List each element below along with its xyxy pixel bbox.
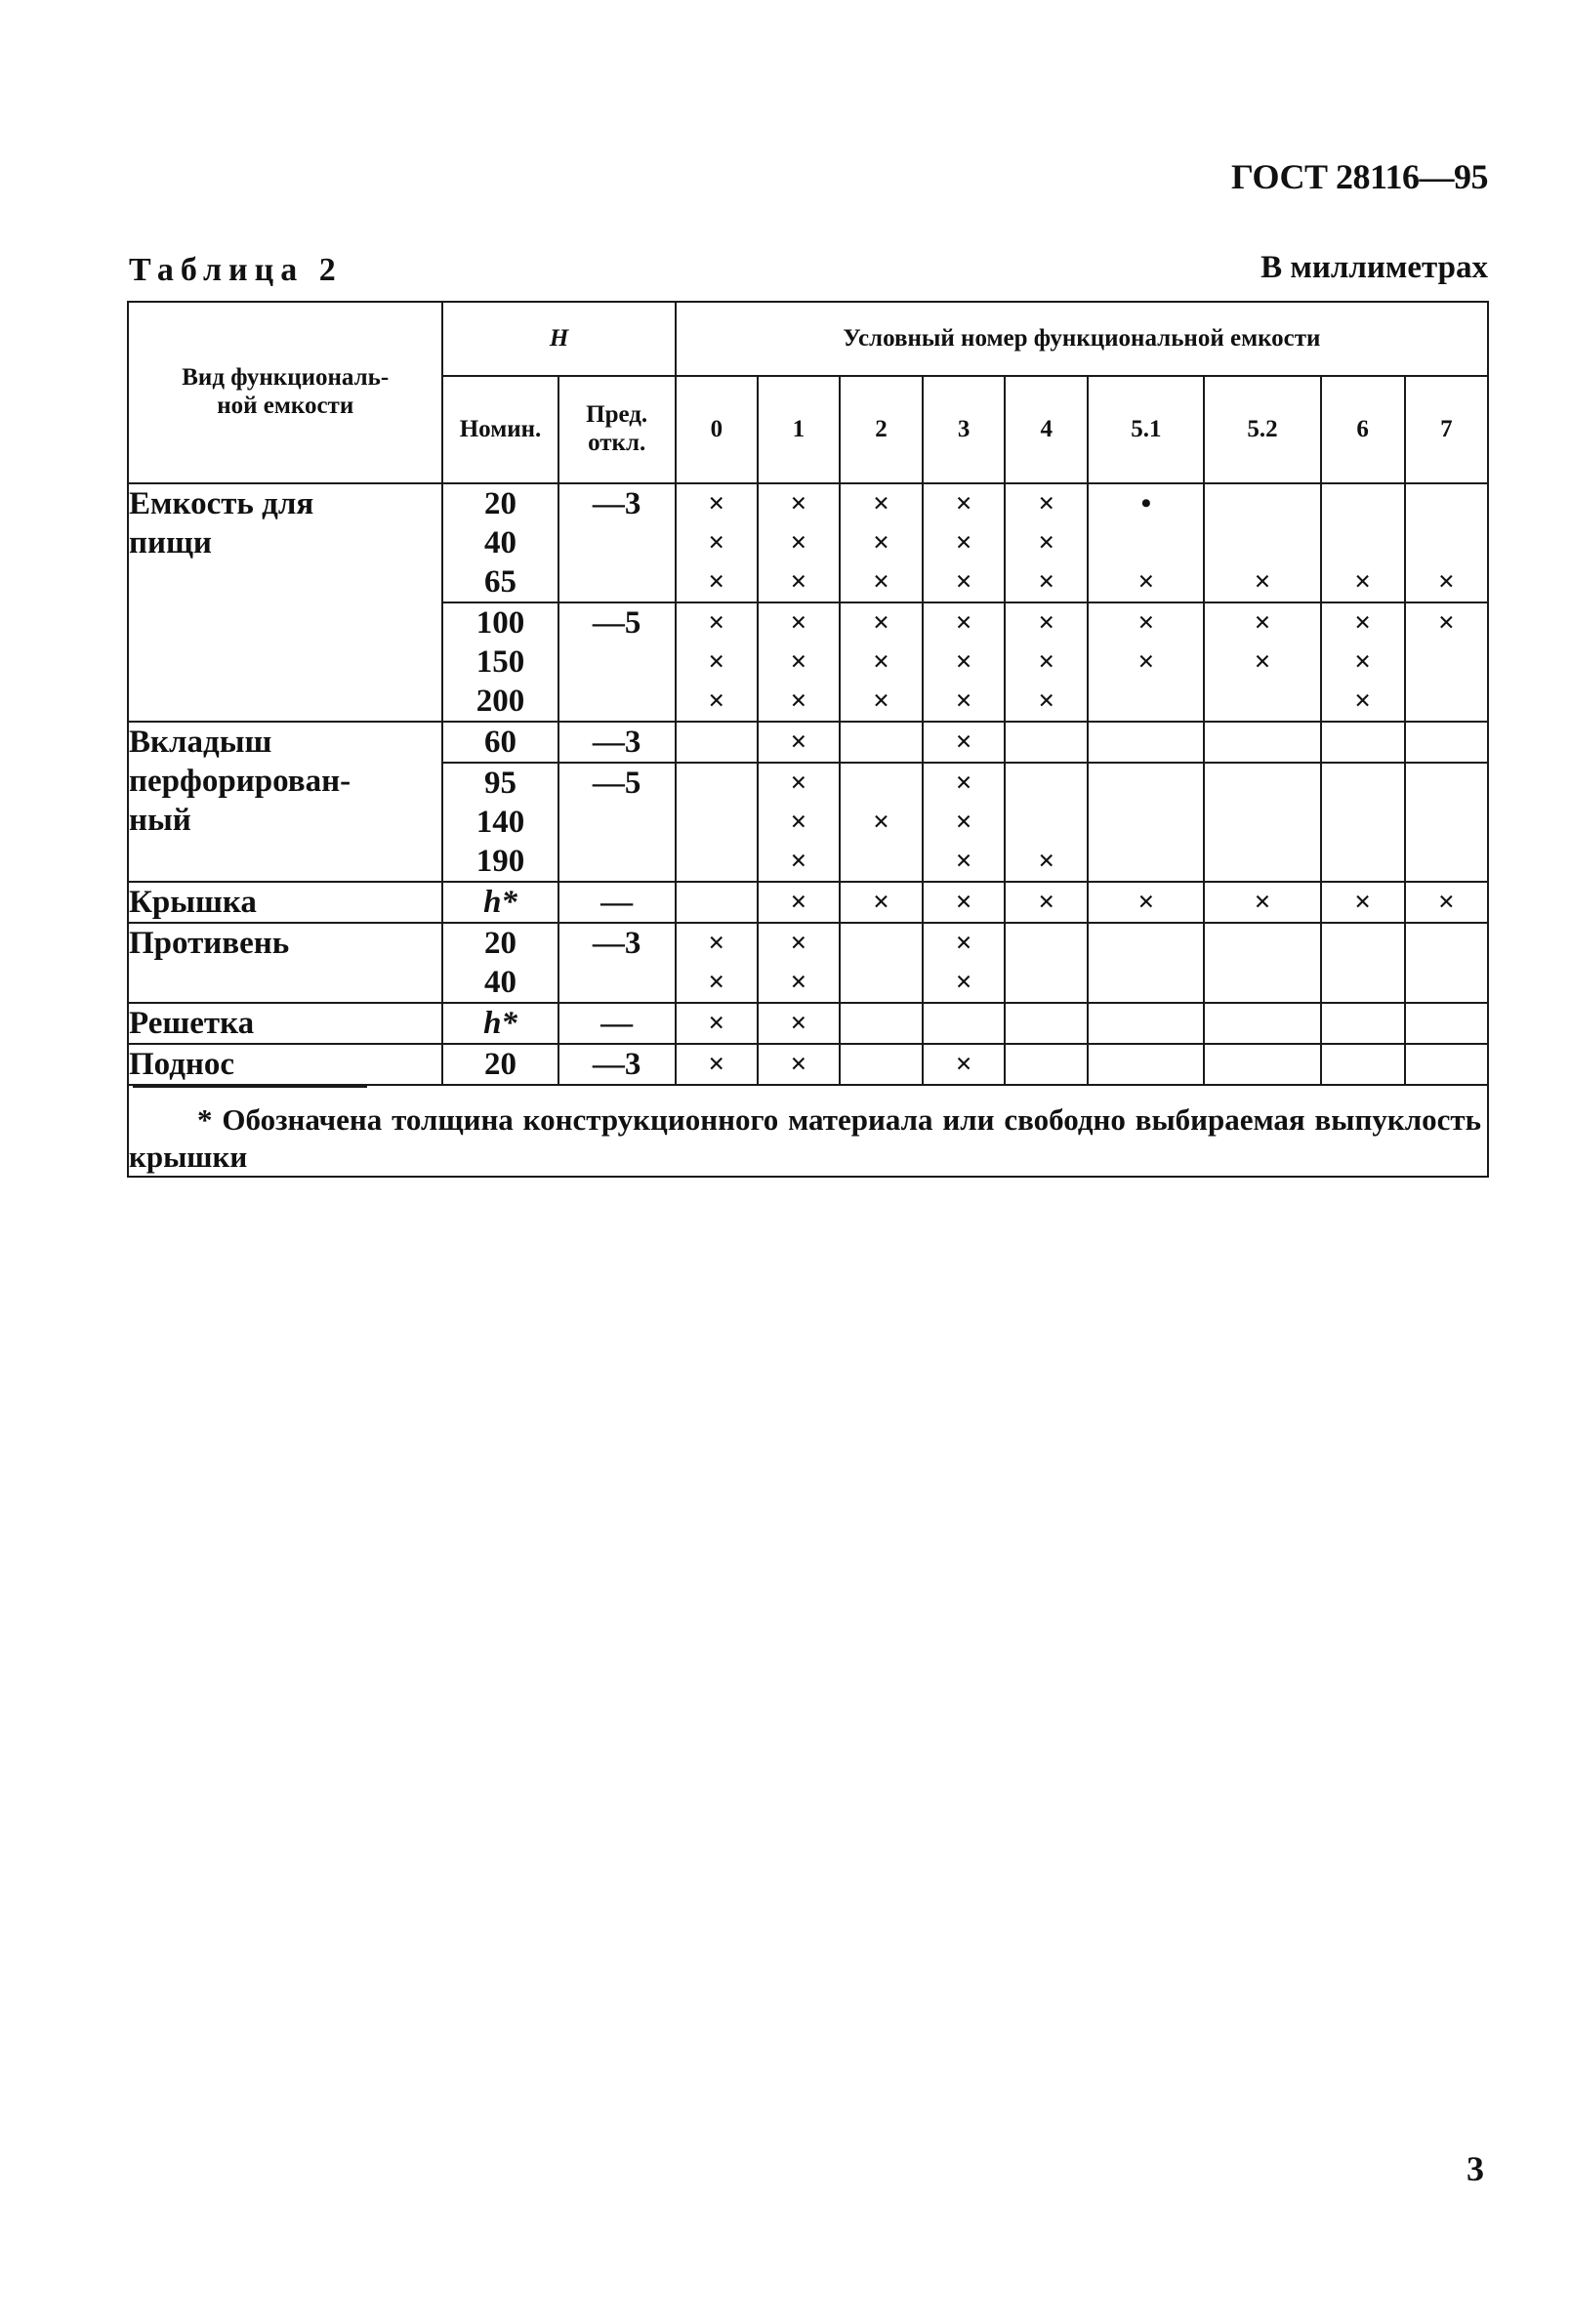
footnote-rule [133,1086,367,1088]
applicability-mark: × [1354,606,1372,639]
mark-cell [676,923,758,1003]
header-tolerance-line: откл. [588,430,646,456]
applicability-mark: × [790,1048,807,1080]
applicability-mark: × [1437,565,1455,598]
applicability-mark [1406,764,1487,803]
mark-cell [1005,602,1088,722]
applicability-mark [1322,1045,1404,1084]
applicability-mark: × [790,886,807,918]
applicability-mark: × [790,526,807,559]
header-number-3: 3 [923,376,1005,483]
applicability-mark: × [1254,565,1271,598]
applicability-mark: × [1038,845,1055,877]
nominal-value: 20 [484,926,517,961]
mark-cell [676,722,758,763]
row-nominal [442,602,558,722]
table-row [128,1044,1488,1085]
mark-cell [758,483,840,602]
applicability-mark [1205,723,1319,762]
applicability-mark [1406,1004,1487,1043]
applicability-mark [677,764,757,803]
applicability-mark [1322,924,1404,963]
row-tolerance: — [558,1003,676,1044]
applicability-mark [1006,963,1087,1002]
applicability-mark: × [1038,886,1055,918]
applicability-mark: × [790,645,807,678]
mark-cell [676,1003,758,1044]
nominal-value: 20 [484,1047,517,1082]
applicability-mark [1322,484,1404,523]
mark-cell [1204,923,1320,1003]
mark-cell [923,763,1005,882]
mark-cell [923,722,1005,763]
row-nominal [442,722,558,763]
mark-cell [676,882,758,923]
table-row [128,882,1488,923]
applicability-mark: × [872,606,890,639]
row-nominal [442,923,558,1003]
applicability-mark [1322,1004,1404,1043]
applicability-mark: × [708,966,725,998]
mark-cell [758,923,840,1003]
mark-cell [1005,882,1088,923]
applicability-mark [1089,1045,1203,1084]
applicability-mark: × [708,645,725,678]
row-tolerance: — [558,882,676,923]
applicability-mark [1006,723,1087,762]
applicability-mark: × [872,806,890,838]
applicability-mark: × [1038,606,1055,639]
mark-cell [1321,923,1405,1003]
row-nominal [442,882,558,923]
nominal-value: 150 [475,644,525,680]
applicability-mark: × [1354,565,1372,598]
applicability-mark: × [872,886,890,918]
row-kind-line: Крышка [129,885,257,920]
row-nominal [442,763,558,882]
header-number-1: 1 [758,376,840,483]
applicability-mark: × [955,565,972,598]
applicability-mark: × [790,606,807,639]
table-row [128,1003,1488,1044]
mark-cell [758,1003,840,1044]
applicability-mark [1205,842,1319,881]
applicability-mark: × [790,565,807,598]
mark-cell [1405,483,1488,602]
applicability-mark: × [708,1007,725,1039]
mark-cell [758,722,840,763]
nominal-value: 65 [484,564,517,600]
applicability-mark [1406,643,1487,682]
mark-cell [1088,1003,1204,1044]
mark-cell [1405,763,1488,882]
mark-cell [1204,763,1320,882]
mark-cell [923,882,1005,923]
applicability-mark [1089,682,1203,721]
applicability-mark [1089,963,1203,1002]
applicability-mark [841,963,922,1002]
table-body [128,483,1488,1177]
mark-cell [840,1003,923,1044]
applicability-mark [1205,523,1319,562]
applicability-mark [924,1004,1004,1043]
mark-cell [676,483,758,602]
row-kind-line: Решетка [129,1006,255,1041]
applicability-mark: × [955,806,972,838]
applicability-mark: × [1254,606,1271,639]
row-kind [128,722,442,882]
row-kind [128,882,442,923]
applicability-mark: × [955,487,972,519]
applicability-mark [841,1045,922,1084]
nominal-value: h* [483,1006,517,1041]
applicability-mark [1089,723,1203,762]
row-kind [128,1003,442,1044]
applicability-mark: × [708,487,725,519]
applicability-mark: × [955,767,972,799]
applicability-mark: × [1354,886,1372,918]
nominal-value: 100 [475,605,525,641]
applicability-mark [1089,803,1203,842]
nominal-value: 40 [484,965,517,1000]
applicability-mark: × [1038,487,1055,519]
mark-cell [758,1044,840,1085]
applicability-mark: × [872,645,890,678]
mark-cell [1088,882,1204,923]
row-kind-line: ный [129,803,191,838]
applicability-mark: × [955,886,972,918]
applicability-mark: × [708,526,725,559]
document-code: ГОСТ 28116—95 [1231,157,1488,196]
applicability-mark: × [790,487,807,519]
header-h: H [442,302,675,376]
mark-cell [758,602,840,722]
applicability-mark [1089,842,1203,881]
nominal-value: 190 [475,844,525,879]
table-row [128,923,1488,1003]
row-nominal [442,1003,558,1044]
applicability-mark [1089,764,1203,803]
applicability-mark [1205,924,1319,963]
header-kind-line: ной емкости [217,393,354,419]
applicability-mark: × [1437,886,1455,918]
applicability-mark [841,1004,922,1043]
page-number: 3 [1467,2149,1484,2188]
mark-cell [1005,763,1088,882]
applicability-mark [841,764,922,803]
applicability-mark [1205,1045,1319,1084]
mark-cell [758,882,840,923]
mark-cell [1321,1003,1405,1044]
mark-cell [840,923,923,1003]
mark-cell [1204,722,1320,763]
applicability-mark [1322,523,1404,562]
applicability-mark [1205,764,1319,803]
row-kind-line: Вкладыш [129,725,272,760]
table-caption: Таблица 2 [129,252,343,288]
header-number-5-1: 5.1 [1088,376,1204,483]
applicability-mark [1406,523,1487,562]
applicability-mark [1322,803,1404,842]
applicability-mark: × [1254,886,1271,918]
mark-cell [840,763,923,882]
applicability-mark [1205,1004,1319,1043]
mark-cell [1321,722,1405,763]
applicability-mark: × [1038,565,1055,598]
applicability-mark: × [955,685,972,717]
nominal-value: 60 [484,725,517,760]
footnote-cell [128,1085,1488,1177]
applicability-mark: × [1354,645,1372,678]
header-number-5-2: 5.2 [1204,376,1320,483]
applicability-mark: × [1354,685,1372,717]
row-tolerance: —3 [558,722,676,763]
applicability-mark: × [955,645,972,678]
applicability-mark: × [708,927,725,959]
mark-cell [1088,602,1204,722]
applicability-mark: × [872,487,890,519]
row-tolerance: —5 [558,763,676,882]
applicability-mark [1205,963,1319,1002]
applicability-mark: × [790,927,807,959]
mark-cell [1088,923,1204,1003]
applicability-mark: × [790,966,807,998]
row-kind-line: Поднос [129,1047,235,1082]
nominal-value: 95 [484,766,517,801]
row-kind-line: пищи [129,525,212,560]
header-number-4: 4 [1005,376,1088,483]
applicability-mark: × [1038,685,1055,717]
nominal-value: 140 [475,805,525,840]
applicability-mark [1205,484,1319,523]
header-number-7: 7 [1405,376,1488,483]
mark-cell [1321,882,1405,923]
header-nominal: Номин. [442,376,558,483]
applicability-mark: × [872,565,890,598]
applicability-mark: × [790,767,807,799]
applicability-mark: × [790,685,807,717]
applicability-mark: × [955,1048,972,1080]
mark-cell [840,1044,923,1085]
table-row [128,483,1488,602]
mark-cell [1204,602,1320,722]
applicability-mark [1006,1004,1087,1043]
applicability-mark: × [790,726,807,758]
applicability-mark: × [1038,526,1055,559]
mark-cell [1088,1044,1204,1085]
row-kind [128,483,442,722]
applicability-mark: × [955,927,972,959]
applicability-mark [1205,803,1319,842]
row-kind-line: Противень [129,926,290,961]
mark-cell [923,602,1005,722]
applicability-mark [1006,1045,1087,1084]
applicability-mark [841,924,922,963]
applicability-mark: × [1137,606,1155,639]
header-tolerance-line: Пред. [586,401,648,429]
mark-cell [1405,602,1488,722]
applicability-mark [1406,682,1487,721]
mark-cell [1405,882,1488,923]
applicability-mark [1406,963,1487,1002]
table-row [128,722,1488,763]
applicability-mark [841,842,922,881]
mark-cell [840,722,923,763]
row-tolerance: —3 [558,1044,676,1085]
mark-cell [758,763,840,882]
applicability-mark: × [955,845,972,877]
applicability-mark: × [790,845,807,877]
applicability-mark: × [708,1048,725,1080]
applicability-mark: × [1038,645,1055,678]
applicability-mark [1322,764,1404,803]
header-tolerance [558,376,676,483]
nominal-value: 40 [484,525,517,560]
applicability-mark [677,842,757,881]
footnote-row [128,1085,1488,1177]
applicability-mark: × [790,1007,807,1039]
applicability-mark [677,803,757,842]
mark-cell [1005,483,1088,602]
mark-cell [676,763,758,882]
applicability-mark [1406,484,1487,523]
applicability-mark: × [708,565,725,598]
applicability-mark: × [872,526,890,559]
header-number-2: 2 [840,376,923,483]
mark-cell [923,1044,1005,1085]
row-nominal [442,483,558,602]
applicability-mark [1322,842,1404,881]
row-kind-line: Емкость для [129,486,314,521]
header-kind-line: Вид функциональ- [182,364,390,392]
applicability-mark: × [955,726,972,758]
mark-cell [1088,722,1204,763]
applicability-mark [1406,803,1487,842]
row-nominal [442,1044,558,1085]
mark-cell [840,602,923,722]
header-number-6: 6 [1321,376,1405,483]
applicability-mark [1006,764,1087,803]
row-tolerance: —5 [558,602,676,722]
units-label: В миллиметрах [1260,250,1488,285]
mark-cell [676,1044,758,1085]
mark-cell [1405,923,1488,1003]
nominal-value: 20 [484,486,517,521]
applicability-mark [1089,1004,1203,1043]
row-kind [128,923,442,1003]
applicability-mark [1322,723,1404,762]
applicability-mark: × [1137,645,1155,678]
applicability-mark: × [1137,565,1155,598]
applicability-mark [1406,723,1487,762]
applicability-mark: × [1437,606,1455,639]
applicability-mark: × [955,966,972,998]
mark-cell [1005,923,1088,1003]
mark-cell [1204,483,1320,602]
mark-cell [1204,1044,1320,1085]
mark-cell [1405,1003,1488,1044]
row-tolerance: —3 [558,483,676,602]
nominal-value: 200 [475,684,525,719]
applicability-mark: × [955,526,972,559]
mark-cell [923,483,1005,602]
mark-cell [840,882,923,923]
spec-table [127,301,1489,1178]
mark-cell [1005,722,1088,763]
applicability-mark [1406,924,1487,963]
row-tolerance: —3 [558,923,676,1003]
applicability-mark: × [955,606,972,639]
header-number-0: 0 [676,376,758,483]
mark-cell [1005,1044,1088,1085]
applicability-mark [1006,803,1087,842]
applicability-mark [677,723,757,762]
applicability-mark: × [872,685,890,717]
mark-cell [1321,602,1405,722]
applicability-mark [841,723,922,762]
applicability-mark: × [1137,886,1155,918]
mark-cell [840,483,923,602]
nominal-value: h* [483,885,517,920]
applicability-mark [1205,682,1319,721]
mark-cell [923,923,1005,1003]
mark-cell [676,602,758,722]
applicability-mark [1406,842,1487,881]
mark-cell [1204,882,1320,923]
applicability-mark: • [1140,487,1152,519]
applicability-mark [1406,1045,1487,1084]
applicability-mark: × [790,806,807,838]
header-kind [128,302,442,483]
footnote-text: * Обозначена толщина конструкционного материала или свободно выбираемая выпуклость крышки [129,1102,1481,1174]
row-kind-line: перфорирован- [129,764,351,799]
applicability-mark [1089,523,1203,562]
mark-cell [923,1003,1005,1044]
mark-cell [1405,722,1488,763]
mark-cell [1321,1044,1405,1085]
mark-cell [1204,1003,1320,1044]
applicability-mark [1322,963,1404,1002]
applicability-mark: × [708,685,725,717]
applicability-mark [1089,924,1203,963]
mark-cell [1405,1044,1488,1085]
applicability-mark: × [1254,645,1271,678]
applicability-mark [677,883,757,922]
mark-cell [1088,763,1204,882]
mark-cell [1005,1003,1088,1044]
mark-cell [1321,483,1405,602]
applicability-mark [1006,924,1087,963]
mark-cell [1088,483,1204,602]
row-kind [128,1044,442,1085]
applicability-mark: × [708,606,725,639]
header-numbers-title: Условный номер функциональной емкости [676,302,1488,376]
mark-cell [1321,763,1405,882]
